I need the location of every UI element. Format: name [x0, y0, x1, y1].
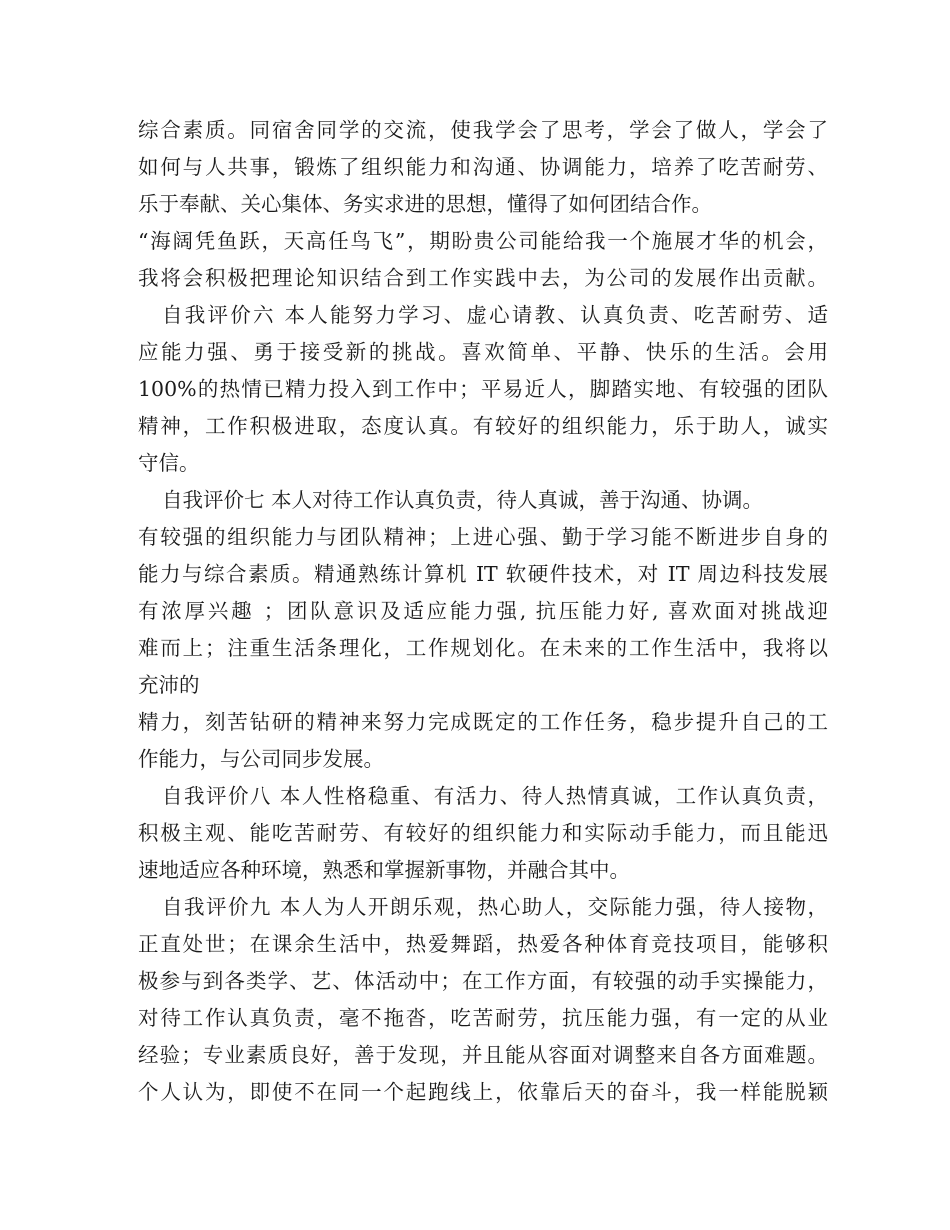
- text-line: 难而上；注重生活条理化，工作规划化。在未来的工作生活中，我将以: [138, 636, 828, 660]
- text-line: 100%的热情已精力投入到工作中；平易近人，脚踏实地、有较强的团队: [138, 377, 828, 401]
- text-line: 对待工作认真负责，毫不拖沓，吃苦耐劳，抗压能力强，有一定的从业: [138, 1006, 828, 1030]
- text-line: 充沛的: [138, 673, 200, 697]
- text-line: 自我评价六 本人能努力学习、虚心请教、认真负责、吃苦耐劳、适: [162, 303, 828, 327]
- text-line: 能力与综合素质。精通熟练计算机 IT 软硬件技术，对 IT 周边科技发展: [138, 562, 828, 586]
- text-line: 极参与到各类学、艺、体活动中；在工作方面，有较强的动手实操能力，: [138, 969, 828, 993]
- text-line: 如何与人共事，锻炼了组织能力和沟通、协调能力，培养了吃苦耐劳、: [138, 155, 828, 179]
- text-line: 有较强的组织能力与团队精神；上进心强、勤于学习能不断进步自身的: [138, 525, 828, 549]
- text-line: 精力，刻苦钻研的精神来努力完成既定的工作任务，稳步提升自己的工: [138, 710, 828, 734]
- text-line: 综合素质。同宿舍同学的交流，使我学会了思考，学会了做人，学会了: [138, 118, 828, 142]
- text-line: 速地适应各种环境，熟悉和掌握新事物，并融合其中。: [138, 858, 630, 882]
- text-line: 我将会积极把理论知识结合到工作实践中去，为公司的发展作出贡献。: [138, 266, 828, 290]
- body-text: [138, 112, 828, 1111]
- text-line: 自我评价八 本人性格稳重、有活力、待人热情真诚，工作认真负责，: [162, 784, 828, 808]
- text-line: 有浓厚兴趣 ；团队意识及适应能力强, 抗压能力好, 喜欢面对挑战迎: [138, 599, 828, 623]
- text-line: 自我评价九 本人为人开朗乐观，热心助人，交际能力强，待人接物，: [162, 895, 828, 919]
- text-line: 应能力强、勇于接受新的挑战。喜欢简单、平静、快乐的生活。会用: [138, 340, 828, 364]
- text-line: 守信。: [138, 451, 200, 475]
- text-line: 经验；专业素质良好，善于发现，并且能从容面对调整来自各方面难题。: [138, 1043, 828, 1067]
- text-line: 精神，工作积极进取，态度认真。有较好的组织能力，乐于助人，诚实: [138, 414, 828, 438]
- text-line: 积极主观、能吃苦耐劳、有较好的组织能力和实际动手能力，而且能迅: [138, 821, 828, 845]
- text-line: 乐于奉献、关心集体、务实求进的思想，懂得了如何团结合作。: [138, 192, 712, 216]
- text-line: 正直处世；在课余生活中，热爱舞蹈，热爱各种体育竞技项目，能够积: [138, 932, 828, 956]
- text-line: 作能力，与公司同步发展。: [138, 747, 384, 771]
- text-line: 自我评价七 本人对待工作认真负责，待人真诚，善于沟通、协调。: [162, 488, 764, 512]
- text-line: “海阔凭鱼跃，天高任鸟飞”，期盼贵公司能给我一个施展才华的机会，: [138, 229, 828, 253]
- text-line: 个人认为，即使不在同一个起跑线上，依靠后天的奋斗，我一样能脱颖: [138, 1080, 828, 1104]
